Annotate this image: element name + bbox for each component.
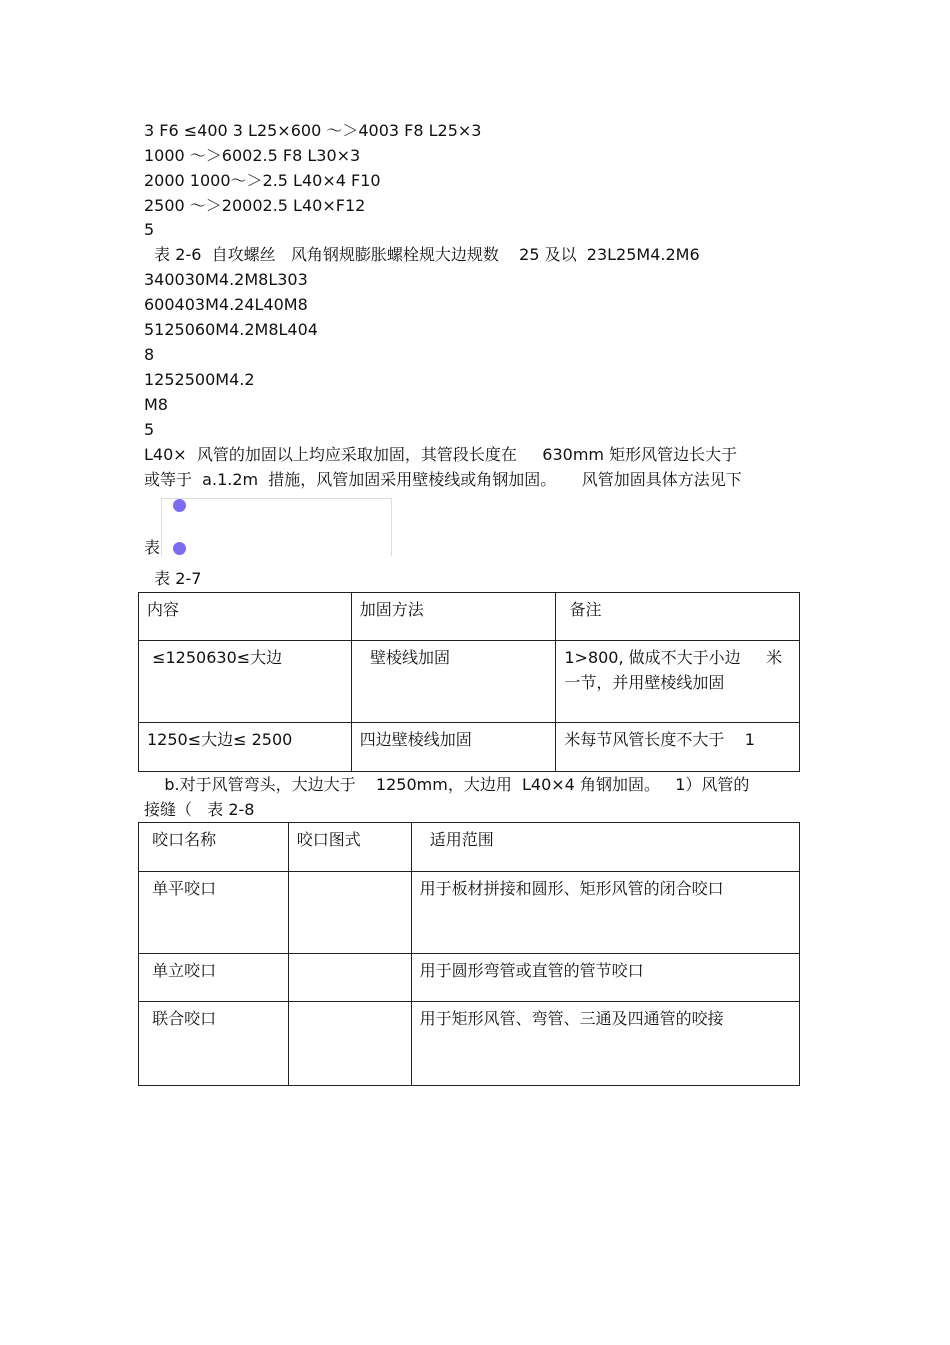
table-cell: 1250≤大边≤ 2500 [139, 723, 352, 772]
table-word: 表 [144, 538, 161, 557]
header-cell: 咬口名称 [139, 823, 289, 872]
table-row [139, 954, 800, 1002]
spec-line: 2000 1000～＞2.5 L40×4 F10 [144, 171, 381, 190]
table-row [139, 1002, 800, 1086]
spec-line: 340030M4.2M8L303 [144, 270, 308, 289]
table-header-row [139, 593, 800, 641]
table-row [139, 723, 800, 772]
header-cell: 内容 [139, 593, 352, 641]
table-cell: 壁棱线加固 [351, 641, 556, 723]
table-cell [288, 954, 411, 1002]
image-placeholder [161, 498, 392, 556]
spec-line: 8 [144, 345, 155, 364]
handle-dot[interactable] [173, 542, 186, 555]
table-row [139, 641, 800, 723]
spec-line: 1000 ～＞6002.5 F8 L30×3 [144, 146, 361, 165]
table-cell: 单平咬口 [139, 872, 289, 954]
table-2-8 [138, 822, 800, 1086]
spec-line: M8 [144, 395, 168, 414]
table7-caption: 表 2-7 [144, 569, 202, 588]
table-cell: 联合咬口 [139, 1002, 289, 1086]
handle-dot[interactable] [173, 499, 186, 512]
table-cell: 用于板材拼接和圆形、矩形风管的闭合咬口 [411, 872, 799, 954]
table-cell [288, 872, 411, 954]
table-cell: 米每节风管长度不大于 1 [556, 723, 800, 772]
spec-line: 600403M4.24L40M8 [144, 295, 308, 314]
table-cell [288, 1002, 411, 1086]
spec-line: 2500 ～＞20002.5 L40×F12 [144, 196, 366, 215]
paragraph-line: 接缝（ 表 2-8 [144, 800, 255, 819]
spec-line: 5125060M4.2M8L404 [144, 320, 318, 339]
spec-line: 5 [144, 420, 155, 439]
table-cell: 用于矩形风管、弯管、三通及四通管的咬接 [411, 1002, 799, 1086]
header-cell: 加固方法 [351, 593, 556, 641]
table-cell: ≤1250630≤大边 [139, 641, 352, 723]
table-row [139, 872, 800, 954]
paragraph-line: 或等于 a.1.2m 措施，风管加固采用壁棱线或角钢加固。 风管加固具体方法见下 [144, 470, 742, 489]
header-cell: 适用范围 [411, 823, 799, 872]
header-cell: 咬口图式 [288, 823, 411, 872]
paragraph-line: b.对于风管弯头，大边大于 1250mm，大边用 L40×4 角钢加固。 1）风管的 [144, 775, 750, 794]
table-header-row [139, 823, 800, 872]
spec-line: 5 [144, 220, 155, 239]
header-cell: 备注 [556, 593, 800, 641]
spec-line: 1252500M4.2 [144, 370, 255, 389]
table-cell: 1>800, 做成不大于小边 米 一节，并用壁棱线加固 [556, 641, 800, 723]
paragraph-line: L40× 风管的加固以上均应采取加固，其管段长度在 630mm 矩形风管边长大于 [144, 445, 738, 464]
table-cell: 单立咬口 [139, 954, 289, 1002]
spec-line: 表 2-6 自攻螺丝 风角钢规膨胀螺栓规大边规数 25 及以 23L25M4.2M6 [144, 245, 700, 264]
spec-line: 3 F6 ≤400 3 L25×600 ～＞4003 F8 L25×3 [144, 121, 482, 140]
table-cell: 用于圆形弯管或直管的管节咬口 [411, 954, 799, 1002]
table-cell: 四边壁棱线加固 [351, 723, 556, 772]
table-2-7 [138, 592, 800, 772]
